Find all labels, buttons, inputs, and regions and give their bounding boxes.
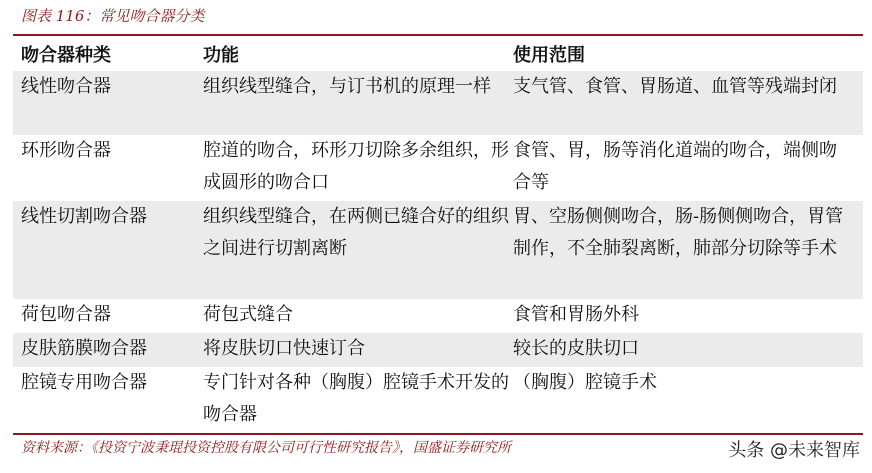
row-type: 线性吻合器 [21,76,111,97]
row-function: 组织线型缝合，在两侧已缝合好的组织之间进行切割离断 [203,206,509,259]
row-type: 腔镜专用吻合器 [21,372,147,393]
row-function: 专门针对各种（胸腹）腔镜手术开发的吻合器 [203,372,509,425]
row-scope: 食管、胃，肠等消化道端的吻合，端侧吻合等 [513,140,837,193]
table-header-row [13,36,863,71]
table-row [13,333,863,367]
row-scope: （胸腹）腔镜手术 [513,372,657,393]
row-function: 组织线型缝合，与订书机的原理一样 [203,76,491,97]
source-note: 资料来源：《投资宁波秉琨投资控股有限公司可行性研究报告》，国盛证券研究所 [21,440,511,456]
watermark: 头条 @未来智库 [728,440,860,461]
table-row [13,135,863,201]
row-scope: 较长的皮肤切口 [513,338,639,359]
row-scope: 食管和胃肠外科 [513,304,639,325]
row-function: 将皮肤切口快速订合 [203,338,365,359]
table-bottom-rule [13,433,863,435]
row-function: 腔道的吻合，环形刀切除多余组织，形成圆形的吻合口 [203,140,509,193]
row-scope: 支气管、食管、胃肠道、血管等残端封闭 [513,76,837,97]
table-row [13,71,863,135]
row-type: 荷包吻合器 [21,304,111,325]
table-row [13,299,863,333]
figure-caption: 图表 116：常见吻合器分类 [21,7,205,25]
header-type: 吻合器种类 [21,44,111,66]
row-type: 环形吻合器 [21,140,111,161]
row-function: 荷包式缝合 [203,304,293,325]
stapler-classification-table [13,36,863,433]
header-scope: 使用范围 [513,44,585,66]
table-row [13,201,863,299]
header-function: 功能 [203,44,239,66]
row-type: 线性切割吻合器 [21,206,147,227]
row-type: 皮肤筋膜吻合器 [21,338,147,359]
table-row [13,367,863,433]
row-scope: 胃、空肠侧侧吻合，肠-肠侧侧吻合，胃管制作，不全肺裂离断，肺部分切除等手术 [513,206,844,259]
